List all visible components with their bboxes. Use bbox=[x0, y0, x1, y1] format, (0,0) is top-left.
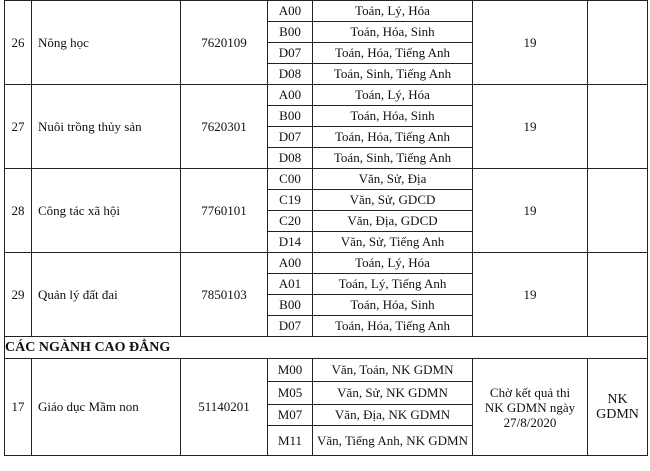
row-number: 28 bbox=[5, 169, 32, 253]
major-name: Công tác xã hội bbox=[32, 169, 181, 253]
block-subjects: Toán, Lý, Hóa bbox=[313, 253, 473, 274]
table-row bbox=[5, 359, 648, 382]
block-subjects: Toán, Hóa, Tiếng Anh bbox=[313, 127, 473, 148]
section-header-row bbox=[5, 337, 648, 359]
block-subjects: Toán, Sinh, Tiếng Anh bbox=[313, 148, 473, 169]
block-code: A00 bbox=[268, 1, 313, 22]
block-code: M05 bbox=[268, 382, 313, 405]
block-subjects: Toán, Hóa, Sinh bbox=[313, 295, 473, 316]
block-code: C00 bbox=[268, 169, 313, 190]
block-code: D07 bbox=[268, 43, 313, 64]
admission-score-table bbox=[4, 0, 648, 456]
block-subjects: Toán, Hóa, Tiếng Anh bbox=[313, 43, 473, 64]
row-number: 26 bbox=[5, 1, 32, 85]
block-subjects: Văn, Tiếng Anh, NK GDMN bbox=[313, 426, 473, 456]
block-code: C20 bbox=[268, 211, 313, 232]
block-code: B00 bbox=[268, 22, 313, 43]
block-subjects: Toán, Hóa, Sinh bbox=[313, 106, 473, 127]
block-code: D08 bbox=[268, 64, 313, 85]
major-code: 7850103 bbox=[181, 253, 268, 337]
row-number: 27 bbox=[5, 85, 32, 169]
block-code: A00 bbox=[268, 253, 313, 274]
row-number: 17 bbox=[5, 359, 32, 456]
benchmark-score: 19 bbox=[473, 85, 588, 169]
block-subjects: Văn, Sử, NK GDMN bbox=[313, 382, 473, 405]
note-cell bbox=[588, 169, 648, 253]
block-code: B00 bbox=[268, 295, 313, 316]
block-subjects: Văn, Địa, NK GDMN bbox=[313, 405, 473, 426]
row-number: 29 bbox=[5, 253, 32, 337]
block-subjects: Toán, Hóa, Tiếng Anh bbox=[313, 316, 473, 337]
major-code: 7760101 bbox=[181, 169, 268, 253]
table-row bbox=[5, 1, 648, 22]
block-code: A01 bbox=[268, 274, 313, 295]
block-code: M00 bbox=[268, 359, 313, 382]
major-name: Nuôi trồng thủy sản bbox=[32, 85, 181, 169]
benchmark-score: 19 bbox=[473, 169, 588, 253]
block-subjects: Toán, Lý, Hóa bbox=[313, 85, 473, 106]
block-subjects: Toán, Lý, Tiếng Anh bbox=[313, 274, 473, 295]
block-code: M11 bbox=[268, 426, 313, 456]
table-row bbox=[5, 169, 648, 190]
block-subjects: Văn, Sử, Tiếng Anh bbox=[313, 232, 473, 253]
note-cell bbox=[588, 1, 648, 85]
block-code: A00 bbox=[268, 85, 313, 106]
note-cell bbox=[588, 253, 648, 337]
block-subjects: Văn, Toán, NK GDMN bbox=[313, 359, 473, 382]
benchmark-score: 19 bbox=[473, 253, 588, 337]
major-code: 51140201 bbox=[181, 359, 268, 456]
table-row bbox=[5, 85, 648, 106]
major-code: 7620301 bbox=[181, 85, 268, 169]
block-code: B00 bbox=[268, 106, 313, 127]
major-code: 7620109 bbox=[181, 1, 268, 85]
table-row bbox=[5, 253, 648, 274]
block-code: D08 bbox=[268, 148, 313, 169]
block-code: D07 bbox=[268, 316, 313, 337]
major-name: Quản lý đất đai bbox=[32, 253, 181, 337]
section-title: CÁC NGÀNH CAO ĐẲNG bbox=[5, 337, 648, 359]
block-subjects: Văn, Sử, Địa bbox=[313, 169, 473, 190]
block-subjects: Toán, Hóa, Sinh bbox=[313, 22, 473, 43]
note-cell: NK GDMN bbox=[588, 359, 648, 456]
block-subjects: Toán, Lý, Hóa bbox=[313, 1, 473, 22]
benchmark-score: 19 bbox=[473, 1, 588, 85]
major-name: Giáo dục Mầm non bbox=[32, 359, 181, 456]
block-code: D14 bbox=[268, 232, 313, 253]
block-code: M07 bbox=[268, 405, 313, 426]
note-cell bbox=[588, 85, 648, 169]
block-subjects: Toán, Sinh, Tiếng Anh bbox=[313, 64, 473, 85]
block-code: D07 bbox=[268, 127, 313, 148]
benchmark-score: Chờ kết quả thi NK GDMN ngày 27/8/2020 bbox=[473, 359, 588, 456]
block-subjects: Văn, Địa, GDCD bbox=[313, 211, 473, 232]
block-code: C19 bbox=[268, 190, 313, 211]
block-subjects: Văn, Sử, GDCD bbox=[313, 190, 473, 211]
major-name: Nông học bbox=[32, 1, 181, 85]
